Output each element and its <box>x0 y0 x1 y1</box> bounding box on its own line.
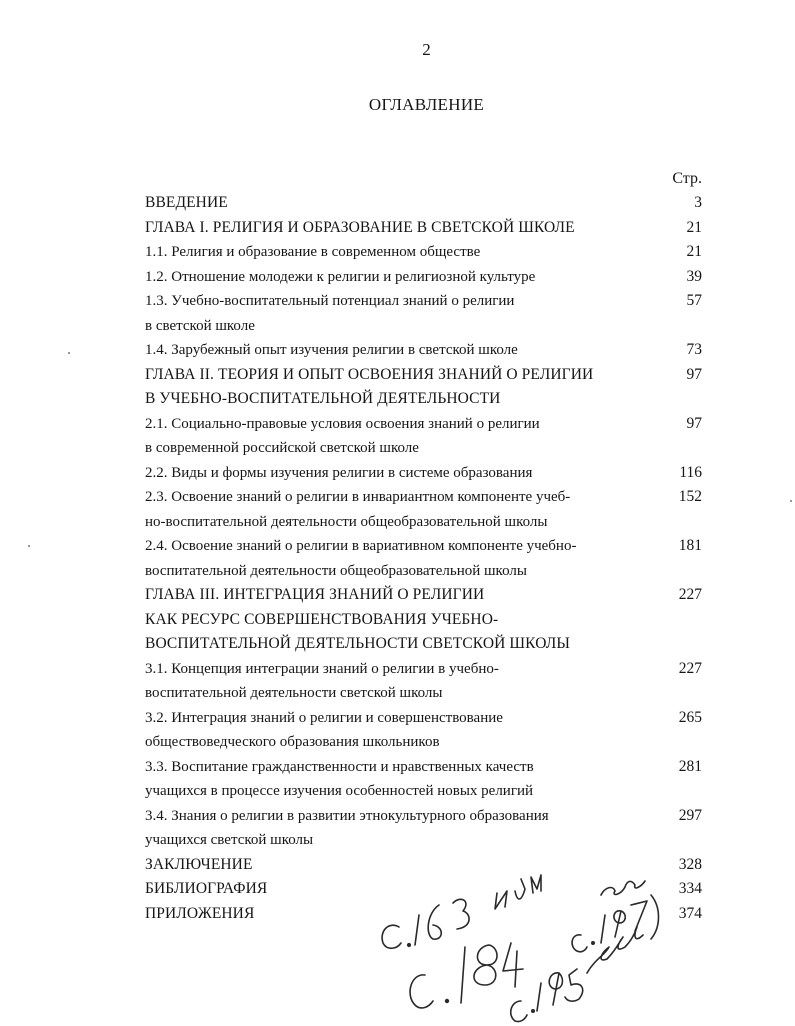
toc-entry-title: 1.2. Отношение молодежи к религии и религиозной культуре <box>145 268 536 285</box>
toc-entry-page: 97 <box>686 365 702 383</box>
toc-entry-title: 1.4. Зарубежный опыт изучения религии в светской школе <box>145 342 518 358</box>
toc-entry <box>145 363 702 412</box>
toc-entry-title: 1.3. Учебно-воспитательный потенциал знаний о религии в светской школе <box>145 293 515 334</box>
toc-entry-title: ГЛАВА I. РЕЛИГИЯ И ОБРАЗОВАНИЕ В СВЕТСКОЙ ШКОЛЕ <box>145 218 575 236</box>
toc-entry-title: 3.4. Знания о религии в развитии этнокультурного образования учащихся светской школы <box>145 807 549 848</box>
toc-entry-page: 73 <box>686 341 702 358</box>
toc-entry <box>145 534 702 583</box>
toc-entry-title: 3.2. Интеграция знаний о религии и совершенствование обществоведческого образования школьников <box>145 709 503 750</box>
toc-entry-page: 21 <box>686 218 702 236</box>
page-column-label: Стр. <box>672 170 702 187</box>
handwritten-note <box>365 855 665 1025</box>
toc-entry <box>145 804 702 853</box>
toc-entry <box>145 265 702 290</box>
toc-entry <box>145 657 702 706</box>
toc-entry-title: ГЛАВА II. ТЕОРИЯ И ОПЫТ ОСВОЕНИЯ ЗНАНИЙ О РЕЛИГИИ В УЧЕБНО-ВОСПИТАТЕЛЬНОЙ ДЕЯТЕЛЬНОСТИ <box>145 365 594 407</box>
toc-entry-title: 3.1. Концепция интеграции знаний о религии в учебно- воспитательной деятельности светской школы <box>145 660 499 701</box>
toc-entry-page: 265 <box>678 708 702 726</box>
toc-entry-page: 227 <box>678 586 702 603</box>
toc-entry-title: 3.3. Воспитание гражданственности и нравственных качеств учащихся в процессе изучения особенностей новых религий <box>145 758 534 799</box>
toc-entry-page: 3 <box>694 194 702 211</box>
toc-entry <box>145 412 702 461</box>
toc-entry-title: 2.3. Освоение знаний о религии в инвариантном компоненте учеб- но-воспитательной деятельности общеобразовательной школы <box>145 489 571 530</box>
toc-entry-page: 227 <box>678 659 702 677</box>
toc-entry-title: ВВЕДЕНИЕ <box>145 194 228 211</box>
toc-entry-page: 152 <box>678 488 702 505</box>
toc-entry-title: БИБЛИОГРАФИЯ <box>145 880 268 897</box>
toc-entry-title: 1.1. Религия и образование в современном обществе <box>145 244 481 260</box>
handwriting-drawing <box>365 855 665 1025</box>
toc-entry-page: 328 <box>678 855 702 873</box>
toc-entry-page: 374 <box>678 904 702 922</box>
toc-entry-page: 334 <box>678 880 702 897</box>
table-of-contents <box>145 191 702 926</box>
toc-entry <box>145 755 702 804</box>
toc-entry-title: ЗАКЛЮЧЕНИЕ <box>145 855 253 873</box>
toc-entry <box>145 289 702 338</box>
toc-entry <box>145 706 702 755</box>
toc-entry-title: ПРИЛОЖЕНИЯ <box>145 904 255 922</box>
toc-entry-page: 116 <box>679 463 702 481</box>
toc-entry-page: 281 <box>678 757 702 775</box>
scan-speck <box>68 352 70 354</box>
toc-entry-page: 57 <box>686 292 702 309</box>
toc-entry <box>145 485 702 534</box>
page-number: 2 <box>422 40 431 59</box>
scan-speck <box>28 545 30 547</box>
toc-entry-title: 2.1. Социально-правовые условия освоения знаний о религии в современной российской светской школе <box>145 415 540 456</box>
toc-entry-title: ГЛАВА III. ИНТЕГРАЦИЯ ЗНАНИЙ О РЕЛИГИИ КАК РЕСУРС СОВЕРШЕНСТВОВАНИЯ УЧЕБНО- ВОСПИТАТЕЛЬНОЙ ДЕЯТЕЛЬНОСТИ СВЕТСКОЙ ШКОЛЫ <box>145 586 570 652</box>
toc-entry-page: 181 <box>678 537 702 554</box>
toc-entry <box>145 583 702 657</box>
toc-entry <box>145 461 702 486</box>
toc-entry-title: 2.4. Освоение знаний о религии в вариативном компоненте учебно- воспитательной деятельности общеобразовательной школы <box>145 538 577 579</box>
toc-entry-page: 97 <box>686 414 702 432</box>
toc-entry-page: 21 <box>686 243 702 260</box>
toc-entry <box>145 191 702 216</box>
scan-speck <box>790 500 792 502</box>
toc-entry <box>145 338 702 363</box>
toc-entry-page: 297 <box>678 806 702 824</box>
toc-entry <box>145 240 702 265</box>
toc-entry-page: 39 <box>686 267 702 285</box>
page-title: ОГЛАВЛЕНИЕ <box>368 95 485 114</box>
toc-entry <box>145 216 702 241</box>
toc-entry-title: 2.2. Виды и формы изучения религии в системе образования <box>145 464 533 481</box>
